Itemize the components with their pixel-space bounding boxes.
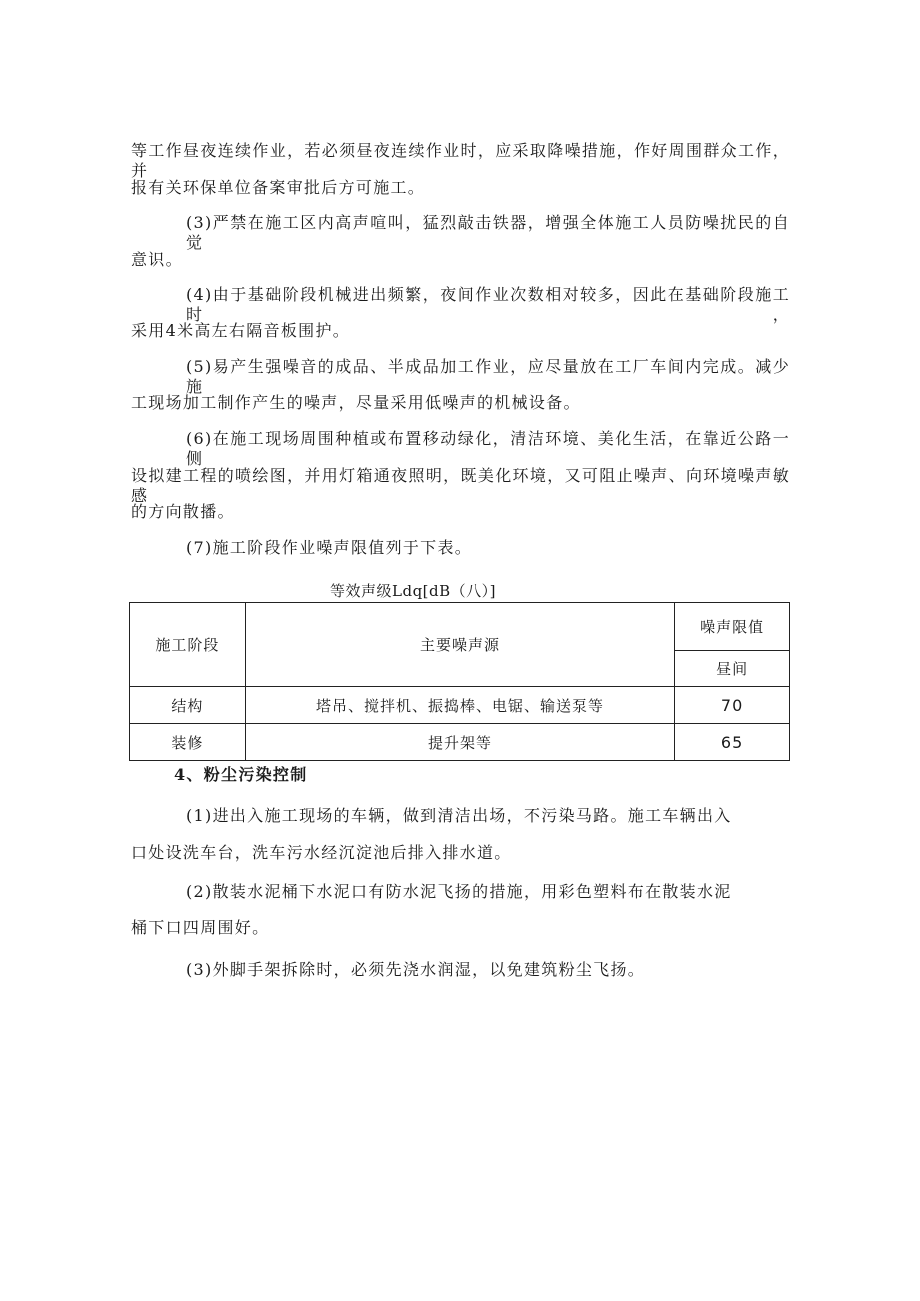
row-limit: 65 bbox=[675, 724, 790, 761]
paragraph-line: (1)进出入施工现场的车辆，做到清洁出场，不污染马路。施工车辆出入 bbox=[186, 806, 732, 825]
paragraph-line: 采用4米高左右隔音板围护。 bbox=[131, 321, 351, 340]
table-row bbox=[130, 724, 790, 761]
table-caption: 等效声级Ldq[dB（八）] bbox=[330, 582, 496, 600]
noise-limit-table bbox=[129, 602, 790, 761]
paragraph-line: 报有关环保单位备案审批后方可施工。 bbox=[131, 178, 426, 197]
row-source: 提升架等 bbox=[245, 724, 674, 761]
paragraph-line: 的方向散播。 bbox=[131, 502, 235, 521]
paragraph-line: (5)易产生强噪音的成品、半成品加工作业，应尽量放在工厂车间内完成。减少施 bbox=[186, 357, 790, 396]
paragraph-line: 等工作昼夜连续作业，若必须昼夜连续作业时，应采取降噪措施，作好周围群众工作，并 bbox=[131, 141, 790, 180]
paragraph-line: (6)在施工现场周围种植或布置移动绿化，清洁环境、美化生活，在靠近公路一侧 bbox=[186, 429, 790, 468]
header-stage: 施工阶段 bbox=[130, 603, 246, 687]
row-limit: 70 bbox=[675, 687, 790, 724]
row-stage: 结构 bbox=[130, 687, 246, 724]
paragraph-line: 口处设洗车台，洗车污水经沉淀池后排入排水道。 bbox=[131, 843, 512, 862]
header-limit: 噪声限值 bbox=[675, 603, 790, 651]
paragraph-line: (3)外脚手架拆除时，必须先浇水润湿，以免建筑粉尘飞扬。 bbox=[186, 960, 646, 979]
header-day: 昼间 bbox=[675, 651, 790, 687]
section-heading: 4、粉尘污染控制 bbox=[174, 765, 308, 784]
paragraph-line: 设拟建工程的喷绘图，并用灯箱通夜照明，既美化环境，又可阻止噪声、向环境噪声敏感 bbox=[131, 466, 790, 505]
table-row bbox=[130, 687, 790, 724]
paragraph-line: (2)散装水泥桶下水泥口有防水泥飞扬的措施，用彩色塑料布在散装水泥 bbox=[186, 882, 732, 901]
paragraph-line: (4)由于基础阶段机械进出频繁，夜间作业次数相对较多，因此在基础阶段施工时， bbox=[186, 285, 790, 324]
paragraph-line: (7)施工阶段作业噪声限值列于下表。 bbox=[186, 538, 473, 557]
row-source: 塔吊、搅拌机、振捣棒、电锯、输送泵等 bbox=[245, 687, 674, 724]
header-source: 主要噪声源 bbox=[245, 603, 674, 687]
paragraph-line: 工现场加工制作产生的噪声，尽量采用低噪声的机械设备。 bbox=[131, 393, 581, 412]
paragraph-line: 桶下口四周围好。 bbox=[131, 918, 270, 937]
paragraph-line: 意识。 bbox=[131, 250, 183, 269]
paragraph-line: (3)严禁在施工区内高声喧叫，猛烈敲击铁器，增强全体施工人员防噪扰民的自觉 bbox=[186, 213, 790, 252]
row-stage: 装修 bbox=[130, 724, 246, 761]
